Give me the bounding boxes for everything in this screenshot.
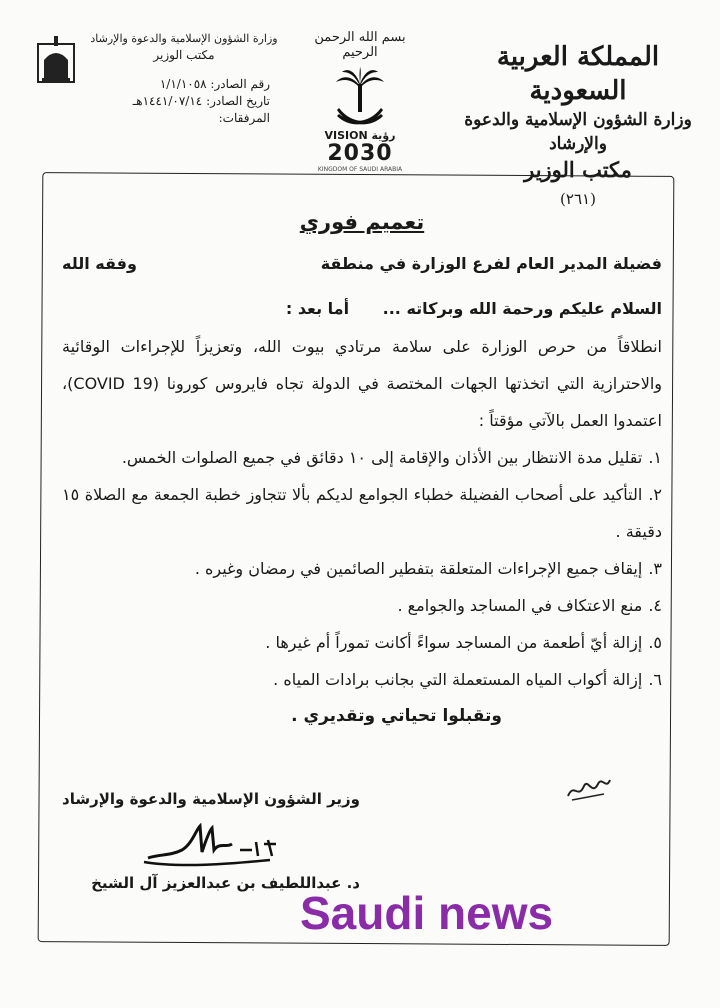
left-ministry-name: وزارة الشؤون الإسلامية والدعوة والإرشاد — [90, 32, 278, 45]
item-text: منع الاعتكاف في المساجد والجوامع . — [397, 596, 643, 615]
list-item — [62, 661, 662, 698]
palm-swords-icon — [333, 66, 387, 128]
office-name: مكتب الوزير — [524, 157, 632, 182]
attachments-label: المرفقات: — [218, 111, 270, 125]
left-office-name: مكتب الوزير — [153, 48, 215, 62]
closing-line: وتقبلوا تحياتي وتقديري . — [291, 706, 502, 726]
item-number: ٣. — [648, 559, 662, 578]
watermark-text: Saudi news — [300, 887, 554, 939]
list-item — [62, 624, 662, 661]
intro-paragraph: انطلاقاً من حرص الوزارة على سلامة مرتادي بيوت الله، وتعزيزاً للإجراءات الوقائية والاحترازية التي اتخذتها الجهات المختصة في الدولة تجاه فايروس كورونا (COVID 19)، اعتمدوا العمل بالآتي مؤقتاً : — [62, 337, 662, 430]
vision-label: VISION رؤية — [324, 129, 396, 142]
item-number: ٤. — [648, 596, 662, 615]
letter-title: تعميم فوري — [299, 210, 425, 234]
item-number: ٥. — [648, 633, 662, 652]
item-number: ٦. — [648, 670, 662, 689]
minister-title: وزير الشؤون الإسلامية والدعوة والإرشاد — [62, 790, 360, 808]
reference-number: رقم الصادر: ١/١/١٠٥٨ — [159, 77, 270, 91]
ministry-name: وزارة الشؤون الإسلامية والدعوة والإرشاد — [464, 110, 692, 154]
list-item — [62, 439, 662, 476]
letter-number: (٢٦١) — [560, 190, 596, 208]
directives-list — [62, 439, 662, 698]
greeting-after: أما بعد : — [285, 299, 350, 318]
item-text: تقليل مدة الانتظار بين الأذان والإقامة إلى ١٠ دقائق في جميع الصلوات الخمس. — [121, 448, 643, 467]
item-number: ١. — [648, 448, 662, 467]
vision-year: 2030 — [327, 141, 393, 166]
item-text: إزالة أيّ أطعمة من المساجد سواءً أكانت تموراً أم غيرها . — [265, 633, 643, 652]
minister-name: د. عبداللطيف بن عبدالعزيز آل الشيخ — [91, 874, 360, 892]
item-text: إيقاف جميع الإجراءات المتعلقة بتفطير الصائمين في رمضان وغيره . — [194, 559, 643, 578]
basmala: بسم الله الرحمن الرحيم — [314, 30, 406, 60]
letter-body — [62, 210, 662, 726]
list-item — [62, 587, 662, 624]
addressee-blessing: وفقه الله — [62, 254, 137, 273]
vision-subtitle: KINGDOM OF SAUDI ARABIA — [317, 166, 403, 173]
item-text: إزالة أكواب المياه المستعملة التي بجانب برادات المياه . — [273, 670, 643, 689]
kingdom-name: المملكة العربية السعودية — [496, 42, 660, 106]
greeting: السلام عليكم ورحمة الله وبركاته ... — [382, 299, 662, 318]
list-item — [62, 476, 662, 550]
initials-mark-icon — [564, 770, 614, 804]
addressee: فضيلة المدير العام لفرع الوزارة في منطقة — [320, 254, 662, 273]
item-text: التأكيد على أصحاب الفضيلة خطباء الجوامع لديكم بألا تتجاوز خطبة الجمعة مع الصلاة ١٥ دقيقة . — [62, 485, 662, 541]
item-number: ٢. — [648, 485, 662, 504]
reference-date: تاريخ الصادر: ١٤٤١/٠٧/١٤هـ — [132, 94, 270, 108]
list-item — [62, 550, 662, 587]
handwritten-signature-icon — [140, 820, 290, 872]
vision-emblem — [300, 30, 420, 173]
signature-block — [60, 790, 360, 892]
mosque-crest-icon — [36, 34, 76, 84]
addressee-line — [62, 254, 662, 273]
greeting-line — [62, 299, 662, 318]
reference-details — [120, 76, 270, 127]
